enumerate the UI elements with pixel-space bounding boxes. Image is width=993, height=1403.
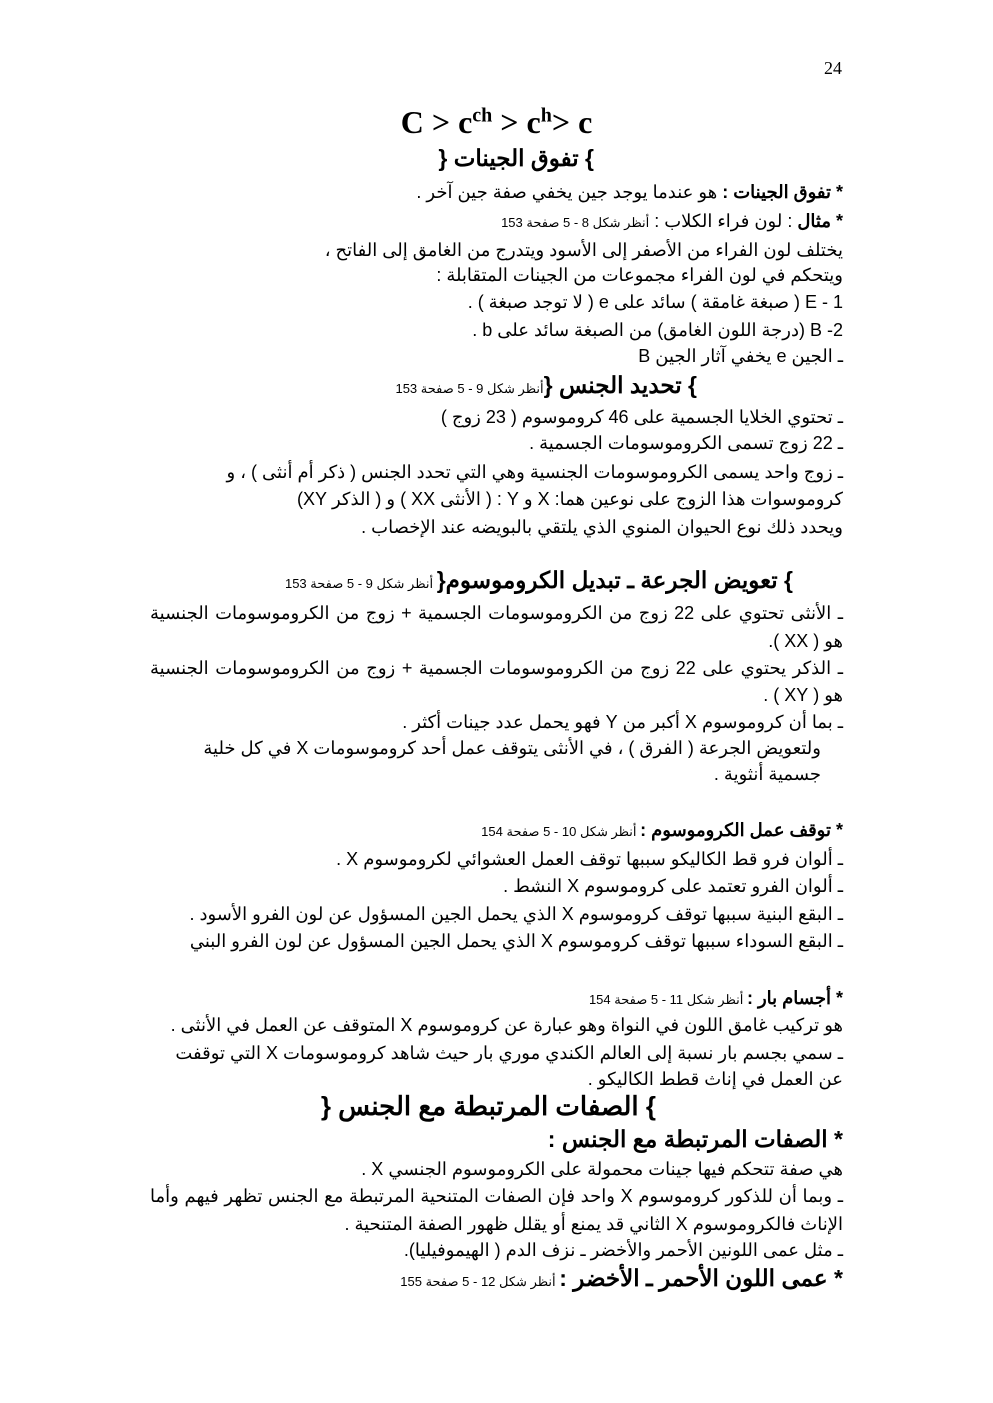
list-item: ـ زوج واحد يسمى الكروموسومات الجنسية وهي التي تحدد الجنس ( ذكر أم أنثى ) ، و: [226, 462, 843, 482]
list-item: ـ البقع البنية سببها توقف كروموسوم X الذي يحمل الجين المسؤول عن لون الفرو الأسود .: [189, 904, 843, 924]
dominance-formula: $C > c^{ch} > c^h> c$: [400, 104, 593, 140]
list-item: ـ ألوان فرو قط الكاليكو سببها توقف العمل العشوائي لكروموسوم X .: [336, 849, 843, 869]
heading-sex-linked-traits: } الصفات المرتبطة مع الجنس {: [320, 1091, 656, 1121]
list-item: ـ الجين e يخفي آثار الجين B: [638, 346, 843, 366]
list-item: ـ البقع السوداء سببها توقف كروموسوم X الذي يحمل الجين المسؤول عن لون الفرو البني: [189, 931, 843, 951]
heading-barr-body: * أجسام بار : أنظر شكل 11 - 5 صفحة 154: [588, 988, 843, 1008]
text-line: هو ( XX ).: [768, 631, 843, 651]
text-line: جسمية أنثوية .: [713, 764, 821, 784]
heading-sex-determination: } تحديد الجنس {أنظر شكل 9 - 5 صفحة 153: [395, 372, 697, 398]
text-line: ولتعويض الجرعة ( الفرق ) ، في الأنثى يتوقف عمل أحد كروموسومات X في كل خلية: [203, 738, 821, 758]
list-item: ـ مثل عمى اللونين الأحمر والأخضر ـ نزف الدم ( الهيموفيليا).: [403, 1240, 843, 1260]
heading-x-inactivation: * توقف عمل الكروموسوم : أنظر شكل 10 - 5 صفحة 154: [481, 820, 843, 840]
list-item: ـ 22 زوج تسمى الكروموسومات الجسمية .: [529, 433, 843, 453]
text-line: عن العمل في إناث قطط الكاليكو .: [587, 1069, 843, 1089]
text-line: الإناث فالكروموسوم X الثاني قد يمنع أو يقلل ظهور الصفة المتنحية .: [344, 1214, 843, 1234]
text-line: ويحدد ذلك نوع الحيوان المنوي الذي يلتقي بالبويضه عند الإخصاب .: [361, 517, 843, 537]
list-item: ـ الأنثى تحتوي على 22 زوج من الكروموسومات الجسمية + زوج من الكروموسومات الجنسية: [150, 603, 844, 623]
text-line: كروموسوات هذا الزوج على نوعين هما: X و Y : ( الأنثى XX ) و ( الذكر XY): [296, 489, 843, 509]
list-item: ـ سمي بجسم بار نسبة إلى العالم الكندي موري بار حيث شاهد كروموسومات X التي توقفت: [175, 1043, 843, 1063]
heading-color-blindness: * عمى اللون الأحمر ـ الأخضر : أنظر شكل 12 - 5 صفحة 155: [400, 1265, 843, 1291]
list-item: ـ ألوان الفرو تعتمد على كروموسوم X النشط .: [503, 876, 843, 896]
list-item: ـ تحتوي الخلايا الجسمية على 46 كروموسوم ( 23 زوج ): [440, 407, 843, 427]
list-item: ـ بما أن كروموسوم X أكبر من Y فهو يحمل عدد جينات أكثر .: [402, 712, 843, 732]
list-item: B -2 (درجة اللون الغامق) من الصبغة سائد على b .: [472, 320, 843, 340]
heading-dosage-compensation: } تعويض الجرعة ـ تبديل الكروموسوم{ أنظر شكل 9 - 5 صفحة 153: [284, 567, 793, 593]
page-number: 24: [824, 58, 842, 78]
heading-epistasis: } تفوق الجينات {: [438, 145, 594, 171]
text-line: هو ( XY ) .: [763, 685, 843, 705]
list-item: E - 1 ( صبغة غامقة ) سائد على e ( لا توجد صبغة ) .: [467, 292, 843, 312]
list-item: ـ الذكر يحتوي على 22 زوج من الكروموسومات الجسمية + زوج من الكروموسومات الجنسية: [150, 658, 843, 678]
text-line: هي صفة تتحكم فيها جينات محمولة على الكروموسوم الجنسي X .: [361, 1159, 843, 1179]
list-item: ـ وبما أن للذكور كروموسوم X واحد فإن الصفات المتنحية المرتبطة مع الجنس تظهر فيهم وأما: [150, 1186, 844, 1206]
subheading-sex-linked-traits: * الصفات المرتبطة مع الجنس :: [547, 1126, 843, 1152]
example-dog-fur: * مثال : لون فراء الكلاب : أنظر شكل 8 - 5 صفحة 153: [501, 211, 843, 231]
text-line: يختلف لون الفراء من الأصفر إلى الأسود ويتدرج من الغامق إلى الفاتح ،: [324, 240, 843, 260]
text-line: هو تركيب غامق اللون في النواة وهو عبارة عن كروموسوم X المتوقف عن العمل في الأنثى .: [170, 1015, 843, 1035]
text-line: ويتحكم في لون الفراء مجموعات من الجينات المتقابلة :: [436, 265, 843, 285]
definition-epistasis: * تفوق الجينات : هو عندما يوجد جين يخفي صفة جين آخر .: [416, 182, 843, 202]
